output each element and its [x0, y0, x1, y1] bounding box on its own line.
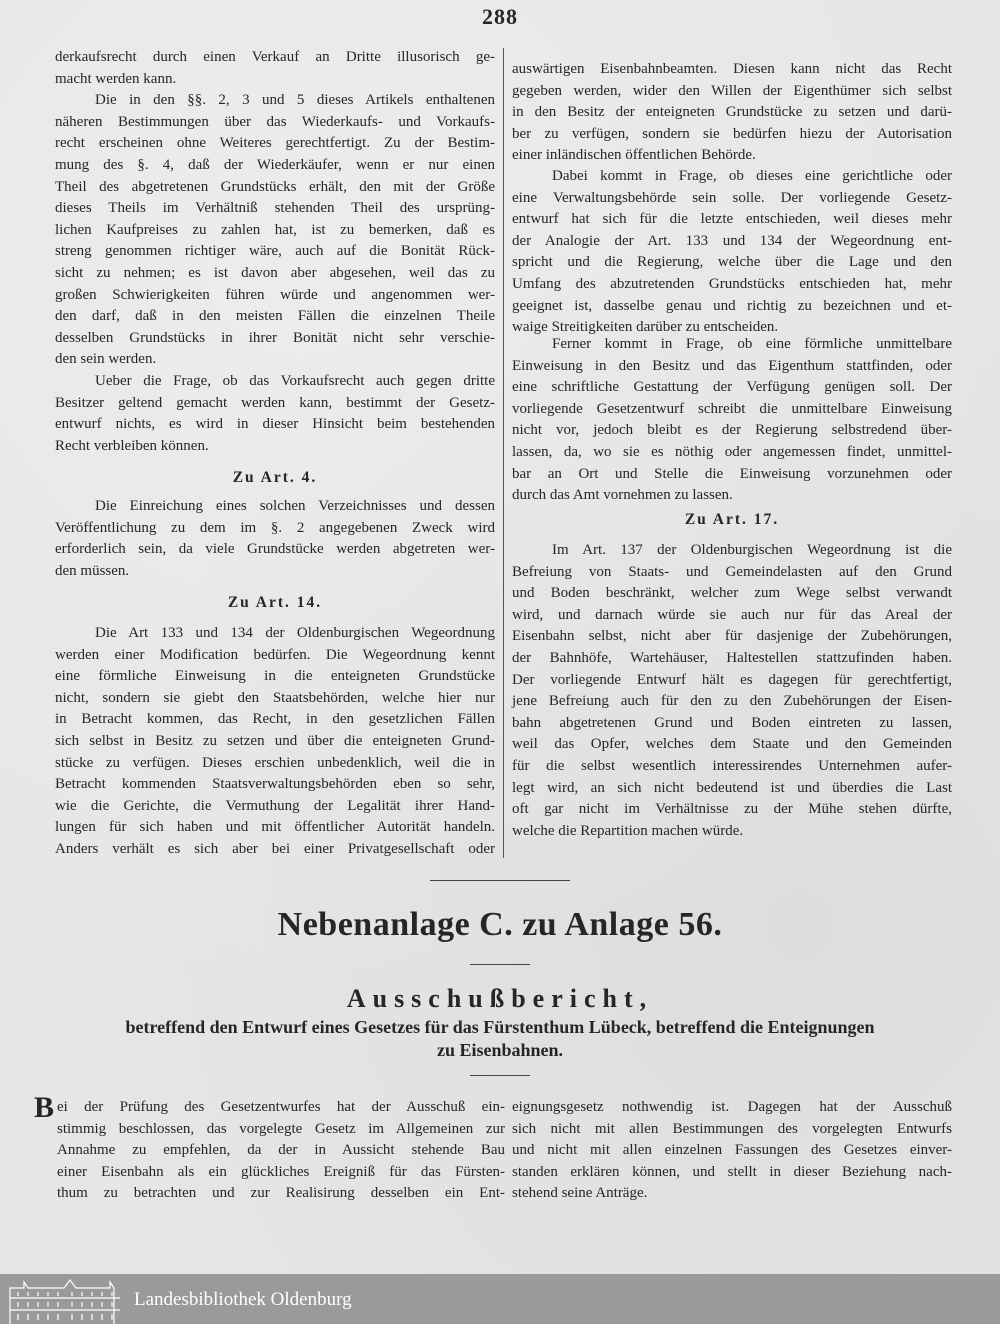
library-building-logo-icon: [6, 1278, 124, 1324]
library-name: Landesbibliothek Oldenburg: [134, 1289, 352, 1310]
text-line: in Betracht kommen, das Recht, in den gesetzlichen Fällen: [55, 711, 495, 728]
text-line: der Analogie der Art. 133 und 134 der Wegeordnung ent-: [512, 232, 952, 249]
heading-art-4: Zu Art. 4.: [232, 469, 318, 486]
text-line: Der vorliegende Entwurf hält es dagegen für gerechtfertigt,: [512, 671, 952, 688]
drop-cap: B: [34, 1091, 55, 1124]
right-column-block-2: [512, 166, 952, 339]
text-line: streng genommen richtiger wäre, auch auf die Bonität Rück-: [55, 243, 495, 260]
text-line: den darf, daß in den meisten Fällen die einzelnen Theile: [55, 308, 495, 325]
text-line: der Bahnhöfe, Wartehäuser, Haltestellen stattzufinden haben.: [512, 649, 952, 666]
text-line: weil das Opfer, welches dem Staate und den Gemeinden: [512, 736, 952, 753]
text-line: stücke zu verfügen. Dieses erschien unbedenklich, weil die in: [55, 754, 495, 771]
text-line: recht erscheinen ohne Weiteres gerechtfertigt. Zu der Bestim-: [55, 135, 495, 152]
section-rule: [430, 880, 570, 881]
text-line: thum zu betrachten und zur Realisirung desselben ein Ent-: [57, 1185, 505, 1202]
text-line: vorliegende Gesetzentwurf schreibt die unmittelbare Einweisung: [512, 400, 952, 417]
text-line: eine Verwaltungsbehörde sein solle. Der vorliegende Gesetz-: [512, 189, 952, 206]
text-line: Ferner kommt in Frage, ob eine förmliche unmittelbare: [552, 336, 952, 352]
text-line: nicht, sondern sie giebt den Staatsbehörden, welche hier nur: [55, 689, 495, 706]
text-line: wird, und darnach würde sie auch nur für das Areal der: [512, 606, 952, 623]
text-line: eine förmliche Einweisung in die enteigneten Grundstücke: [55, 668, 495, 685]
annex-subtitle: Ausschußbericht,: [346, 984, 654, 1013]
text-line: einer Eisenbahn als ein glückliches Ereigniß für das Fürsten-: [57, 1163, 505, 1180]
text-line: standen erklären können, und stellt in dieser Beziehung nach-: [512, 1163, 952, 1180]
right-column-block-3: [512, 334, 952, 507]
text-line: durch das Amt vornehmen zu lassen.: [512, 487, 733, 504]
text-line: dieses Theils im Verhältniß stehenden Theil des ursprüng-: [55, 200, 495, 217]
text-line: Im Art. 137 der Oldenburgischen Wegeordnung ist die: [552, 542, 952, 558]
text-line: entwurf nichts, es wird in dieser Hinsicht beim bestehenden: [55, 416, 495, 433]
text-line: spricht und die Regierung, welche über die Lage und den: [512, 254, 952, 271]
text-line: stimmig beschlossen, das vorgelegte Gesetz im Allgemeinen zur: [57, 1120, 505, 1137]
left-column-block-1: [55, 47, 495, 457]
text-line: macht werden kann.: [55, 70, 177, 87]
text-line: ei der Prüfung des Gesetzentwurfes hat der Ausschuß ein-: [57, 1099, 505, 1115]
text-line: sicht zu nehmen; es ist davon aber abgesehen, weil das zu: [55, 264, 495, 281]
text-line: den müssen.: [55, 562, 130, 579]
annex-subject-line-1: betreffend den Entwurf eines Gesetzes für das Fürstenthum Lübeck, betreffend die Enteignungen: [125, 1017, 875, 1037]
text-line: stehend seine Anträge.: [512, 1185, 648, 1202]
text-line: wie die Gerichte, die Vermuthung der Legalität ihrer Hand-: [55, 797, 495, 814]
left-column-block-3: [55, 623, 495, 861]
text-line: Anders verhält es sich aber bei einer Privatgesellschaft oder: [55, 840, 495, 857]
text-line: derkaufsrecht durch einen Verkauf an Dritte illusorisch ge-: [55, 49, 495, 65]
heading-art-17: Zu Art. 17.: [684, 511, 780, 528]
text-line: nicht vor, jedoch bleibt es der Regierung selbstredend über-: [512, 422, 952, 439]
text-line: werden einer Modification bedürfen. Die Wegeordnung kennt: [55, 646, 495, 663]
annex-subject-line-2: zu Eisenbahnen.: [436, 1040, 564, 1060]
text-line: welche die Repartition machen würde.: [512, 822, 744, 839]
text-line: Umfang des abzutretenden Grundstücks entschieden hat, mehr: [512, 275, 952, 292]
text-line: Ueber die Frage, ob das Vorkaufsrecht auch gegen dritte: [95, 372, 495, 389]
text-line: desselben Grundstücks in ihrer Bonität nicht sehr verschie-: [55, 329, 495, 346]
text-line: lichen Kaufpreises zu zahlen hat, ist zu bemerken, daß es: [55, 221, 495, 238]
text-line: sich selbst in Besitz zu setzen und über die enteigneten Grund-: [55, 732, 495, 749]
text-line: auswärtigen Eisenbahnbeamten. Diesen kann nicht das Recht: [512, 61, 952, 77]
text-line: lassen, da, wo sie es nöthig oder angemessen findet, unmittel-: [512, 443, 952, 460]
text-line: erforderlich sein, da viele Grundstücke werden abgetreten wer-: [55, 541, 495, 558]
text-line: großen Schwierigkeiten führen würde und angenommen wer-: [55, 286, 495, 303]
right-column-block-4: [512, 540, 952, 842]
annex-left-column: [57, 1097, 505, 1205]
text-line: eignungsgesetz nothwendig ist. Dagegen hat der Ausschuß: [512, 1099, 952, 1115]
right-column-block-1: [512, 59, 952, 167]
text-line: gegeben werden, wider den Willen der Eigenthümer sich selbst: [512, 82, 952, 99]
text-line: Die Art 133 und 134 der Oldenburgischen Wegeordnung: [95, 625, 495, 641]
text-line: Annahme zu empfehlen, da der in Aussicht stehende Bau: [57, 1142, 505, 1159]
text-line: entwurf hat sich für die letzte entschieden, weil dieses mehr: [512, 211, 952, 228]
text-line: Die in den §§. 2, 3 und 5 dieses Artikels enthaltenen: [95, 92, 495, 109]
annex-title: Nebenanlage C. zu Anlage 56.: [277, 906, 723, 943]
text-line: Einweisung in den Besitz und das Eigenthum stattfinden, oder: [512, 357, 952, 374]
text-line: geeignet ist, dasselbe genau und richtig zu bezeichnen und et-: [512, 297, 952, 314]
text-line: legt wird, an sich nicht bedeutend ist und überdies die Last: [512, 779, 952, 796]
text-line: Recht verbleiben können.: [55, 437, 209, 454]
text-line: lungen für sich haben und mit öffentlicher Autorität handeln.: [55, 819, 495, 836]
heading-art-14: Zu Art. 14.: [227, 594, 323, 611]
text-line: Die Einreichung eines solchen Verzeichnisses und dessen: [95, 498, 495, 514]
text-line: in den Besitz der enteigneten Grundstücke zu setzen und darü-: [512, 104, 952, 121]
title-rule: [470, 964, 530, 965]
text-line: und nicht mit allen einzelnen Fassungen des Gesetzes einver-: [512, 1142, 952, 1159]
text-line: näheren Bestimmungen über das Wiederkaufs- und Vorkaufs-: [55, 113, 495, 130]
page-number: 288: [482, 4, 518, 29]
text-line: sich nicht mit allen Bestimmungen des vorgelegten Entwurfs: [512, 1120, 952, 1137]
text-line: Veröffentlichung zu dem im §. 2 angegebenen Zweck wird: [55, 519, 495, 536]
text-line: und Boden beschränkt, welcher zum Wege selbst verwandt: [512, 585, 952, 602]
text-line: Betracht kommenden Staatsverwaltungsbehörden eben so sehr,: [55, 776, 495, 793]
text-line: waige Streitigkeiten darüber zu entscheiden.: [512, 319, 779, 336]
text-line: Theil des abgetretenen Grundstücks erhält, den mit der Größe: [55, 178, 495, 195]
column-divider: [503, 48, 504, 858]
text-line: mung des §. 4, daß der Wiederkäufer, wenn er nur einen: [55, 156, 495, 173]
annex-right-column: [512, 1097, 952, 1205]
text-line: bahn abgetretenen Grund und Boden eintreten zu lassen,: [512, 714, 952, 731]
text-line: Dabei kommt in Frage, ob dieses eine gerichtliche oder: [552, 168, 952, 184]
text-line: einer inländischen öffentlichen Behörde.: [512, 147, 756, 164]
left-column-block-2: [55, 496, 495, 582]
text-line: für die selbst wesentlich interessirendes Unternehmen aufer-: [512, 757, 952, 774]
text-line: oft gar nicht im Verhältnisse zu der Mühe stehen dürfte,: [512, 801, 952, 818]
text-line: jene Befreiung auch für den zu den Zubehörungen der Eisen-: [512, 693, 952, 710]
text-line: ber zu verfügen, sondern sie bedürfen hiezu der Autorisation: [512, 125, 952, 142]
text-line: Befreiung von Staats- und Gemeindelasten auf den Grund: [512, 563, 952, 580]
text-line: Besitzer geltend gemacht werden kann, bestimmt der Gesetz-: [55, 394, 495, 411]
text-line: Eisenbahn selbst, nicht aber für dasjenige der Zubehörungen,: [512, 628, 952, 645]
text-line: bar an Ort und Stelle die Einweisung vorzunehmen oder: [512, 465, 952, 482]
text-line: den sein werden.: [55, 351, 157, 368]
subject-rule: [470, 1075, 530, 1076]
text-line: eine schriftliche Gestattung der Verfügung genügen soll. Der: [512, 379, 952, 396]
